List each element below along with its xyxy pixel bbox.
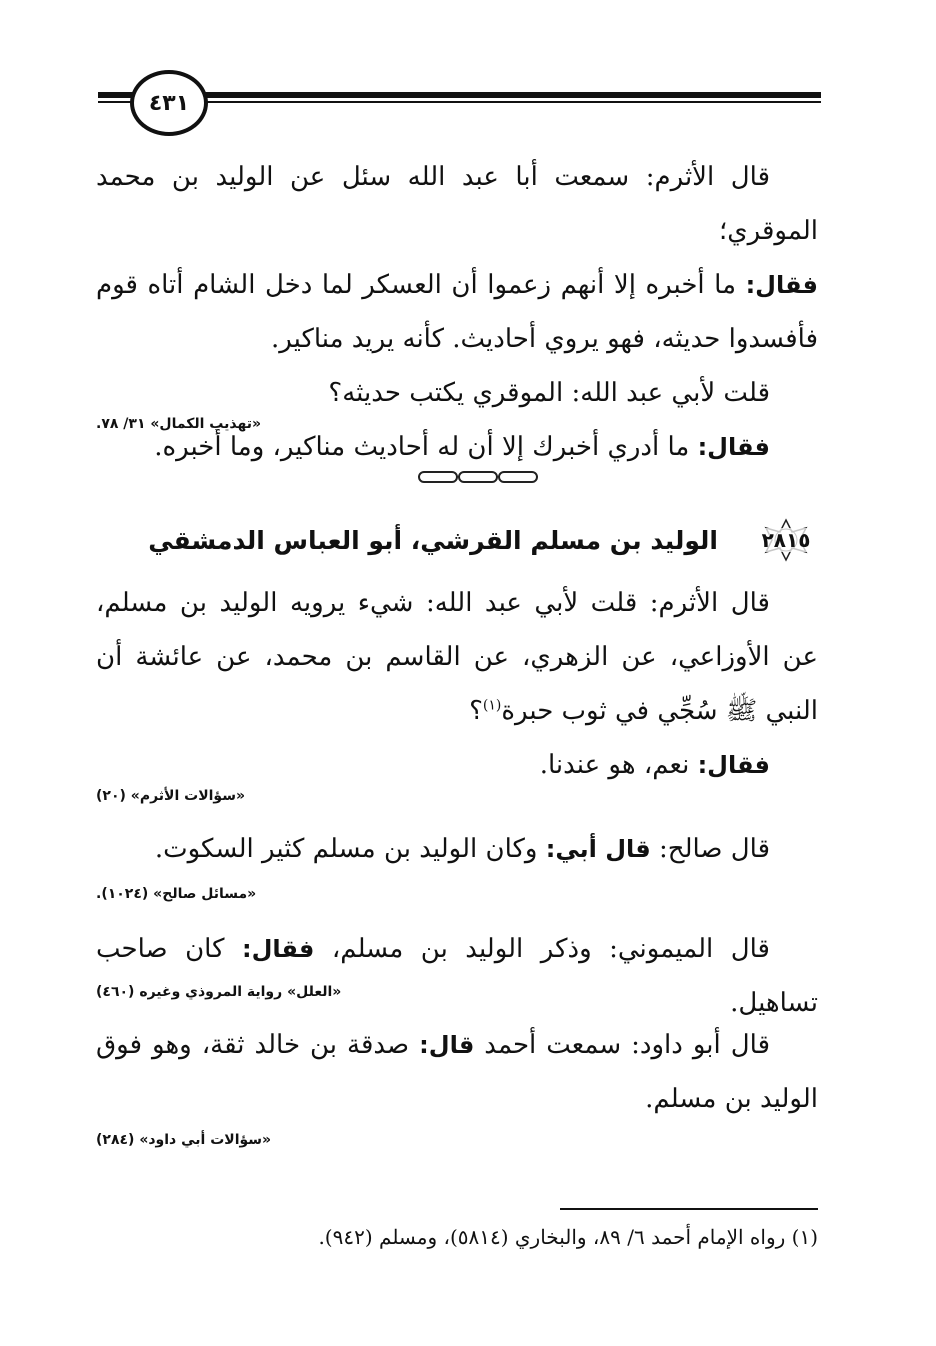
text: ما أخبره إلا أنهم زعموا أن العسكر لما دخل الشام أتاه قوم فأفسدوا حديثه، فهو يروي أحاديث. كأنه يريد مناكير. xyxy=(96,270,818,354)
paragraph xyxy=(96,738,818,792)
source-citation: «العلل» رواية المروذي وغيره (٤٦٠) xyxy=(96,984,342,1000)
paragraph xyxy=(96,150,818,258)
bold-label: فقال: xyxy=(697,433,770,461)
entry-paragraph-maymuni xyxy=(96,922,818,1030)
bold-label: فقال: xyxy=(697,751,770,779)
text: صدقة بن خالد ثقة، وهو فوق الوليد بن مسلم. xyxy=(96,1030,818,1114)
bold-label: قال: xyxy=(419,1031,475,1059)
paragraph xyxy=(96,258,818,366)
text: ما أدري أخبرك إلا أن له أحاديث مناكير، وما أخبره. xyxy=(154,432,698,462)
entry-heading xyxy=(96,518,818,562)
paragraph xyxy=(96,822,818,876)
text: وكان الوليد بن مسلم كثير السكوت. xyxy=(154,834,546,864)
entry-paragraph-salih xyxy=(96,822,818,876)
text: نعم، هو عندنا. xyxy=(539,750,698,780)
text: قلت لأبي عبد الله: الموقري يكتب حديثه؟ xyxy=(328,378,770,408)
source-citation: «سؤالات الأثرم» (٢٠) xyxy=(96,788,246,804)
text: قال الأثرم: سمعت أبا عبد الله سئل عن الوليد بن محمد الموقري؛ xyxy=(96,162,818,246)
paragraph xyxy=(96,922,818,1030)
section-divider-ornament xyxy=(418,470,538,484)
page-number: ٤٣١ xyxy=(130,70,208,136)
entry-number: ٢٨١٥ xyxy=(761,528,811,552)
bold-label: قال أبي: xyxy=(545,835,651,863)
source-citation: «مسائل صالح» (١٠٢٤). xyxy=(96,886,257,902)
entry-number-badge xyxy=(754,518,818,562)
footnote: (١) رواه الإمام أحمد ٦/ ٨٩، والبخاري (٥٨١٤)، ومسلم (٩٤٢). xyxy=(318,1225,818,1249)
footnote-separator xyxy=(560,1208,818,1210)
text: كان صاحب تساهيل. xyxy=(96,934,818,1018)
paragraph xyxy=(96,1018,818,1126)
source-citation: «سؤالات أبي داود» (٢٨٤) xyxy=(96,1132,272,1148)
entry-title: الوليد بن مسلم القرشي، أبو العباس الدمشقي xyxy=(148,525,718,555)
paragraph xyxy=(96,366,818,420)
text: قال صالح: xyxy=(650,834,770,864)
text: قال الميموني: وذكر الوليد بن مسلم، xyxy=(314,934,770,964)
bold-label: فقال: xyxy=(745,271,818,299)
entry-paragraph-athram xyxy=(96,576,818,792)
paragraph xyxy=(96,576,818,738)
source-citation: «تهذيب الكمال» ٣١/ ٧٨. xyxy=(96,416,262,432)
text: قال أبو داود: سمعت أحمد xyxy=(474,1030,770,1060)
entry-paragraph-abu-dawud xyxy=(96,1018,818,1126)
footnote-marker: (١) xyxy=(482,697,502,714)
text: قال الأثرم: قلت لأبي عبد الله: شيء يرويه الوليد بن مسلم، عن الأوزاعي، عن الزهري، عن القاسم بن محمد، عن عائشة أن النبي ﷺ سُجِّي في ثوب حبرة xyxy=(96,588,818,726)
bold-label: فقال: xyxy=(241,935,315,963)
text: ؟ xyxy=(469,696,483,726)
